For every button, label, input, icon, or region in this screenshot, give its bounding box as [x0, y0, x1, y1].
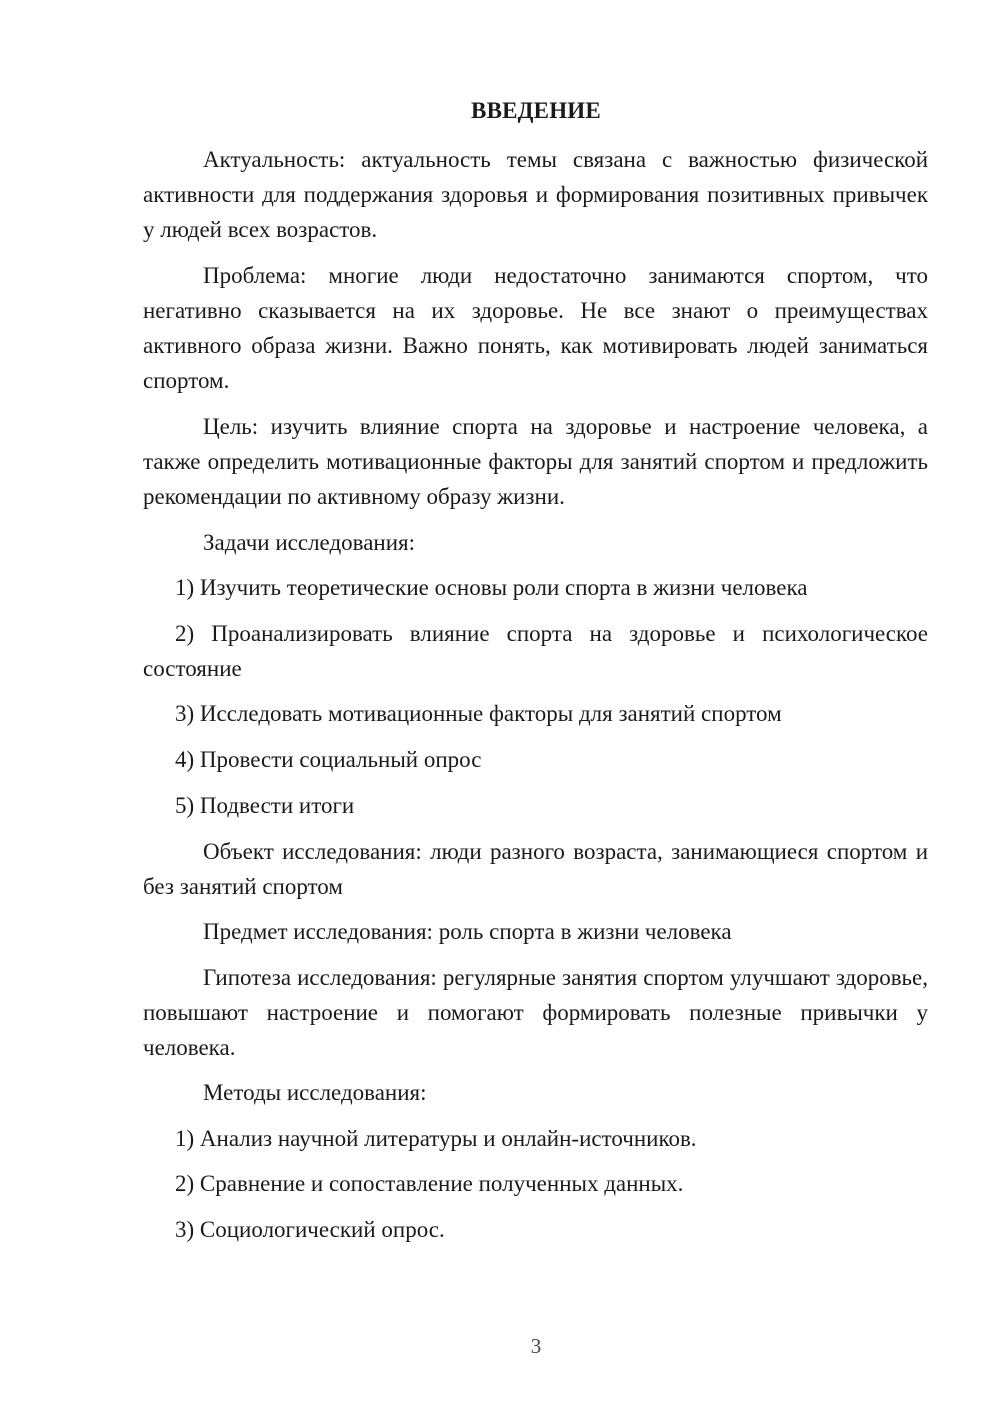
task-item-text: 4) Провести социальный опрос: [175, 747, 482, 772]
hypothesis-paragraph: [143, 960, 928, 1065]
relevance-text: Актуальность: актуальность темы связана с важностью физической активности для поддержания здоровья и формирования позитивных привычек у людей всех возрастов.: [143, 147, 928, 242]
method-item: [143, 1212, 928, 1247]
task-item-text: 2) Проанализировать влияние спорта на здоровье и психологическое состояние: [143, 621, 928, 681]
methods-heading-paragraph: [143, 1075, 928, 1110]
task-item-text: 5) Подвести итоги: [175, 793, 355, 818]
task-item: [143, 570, 928, 605]
task-item: [143, 788, 928, 823]
problem-text: Проблема: многие люди недостаточно занимаются спортом, что негативно сказывается на их здоровье. Не все знают о преимуществах активного образа жизни. Важно понять, как мотивировать людей заниматься спортом.: [143, 263, 928, 393]
object-text: Объект исследования: люди разного возраста, занимающиеся спортом и без занятий спортом: [143, 839, 928, 899]
task-item-text: 1) Изучить теоретические основы роли спорта в жизни человека: [175, 575, 808, 600]
subject-paragraph: [143, 914, 928, 949]
tasks-heading: Задачи исследования:: [203, 530, 416, 555]
method-item-text: 1) Анализ научной литературы и онлайн-источников.: [175, 1126, 697, 1151]
method-item-text: 2) Сравнение и сопоставление полученных данных.: [175, 1171, 684, 1196]
relevance-paragraph: [143, 142, 928, 247]
task-item: [143, 696, 928, 731]
object-paragraph: [143, 834, 928, 904]
goal-text: Цель: изучить влияние спорта на здоровье и настроение человека, а также определить мотивационные факторы для занятий спортом и предложить рекомендации по активному образу жизни.: [143, 414, 928, 509]
hypothesis-text: Гипотеза исследования: регулярные занятия спортом улучшают здоровье, повышают настроение и помогают формировать полезные привычки у человека.: [143, 965, 928, 1060]
task-item-text: 3) Исследовать мотивационные факторы для занятий спортом: [175, 701, 782, 726]
method-item: [143, 1121, 928, 1156]
tasks-heading-paragraph: [143, 525, 928, 560]
page-title: ВВЕДЕНИЕ: [471, 98, 601, 123]
subject-text: Предмет исследования: роль спорта в жизни человека: [203, 919, 732, 944]
methods-heading: Методы исследования:: [203, 1080, 427, 1105]
method-item-text: 3) Социологический опрос.: [175, 1217, 445, 1242]
goal-paragraph: [143, 409, 928, 514]
problem-paragraph: [143, 258, 928, 398]
page-number: 3: [530, 1334, 542, 1358]
task-item: [143, 742, 928, 777]
task-item: [143, 616, 928, 686]
method-item: [143, 1166, 928, 1201]
